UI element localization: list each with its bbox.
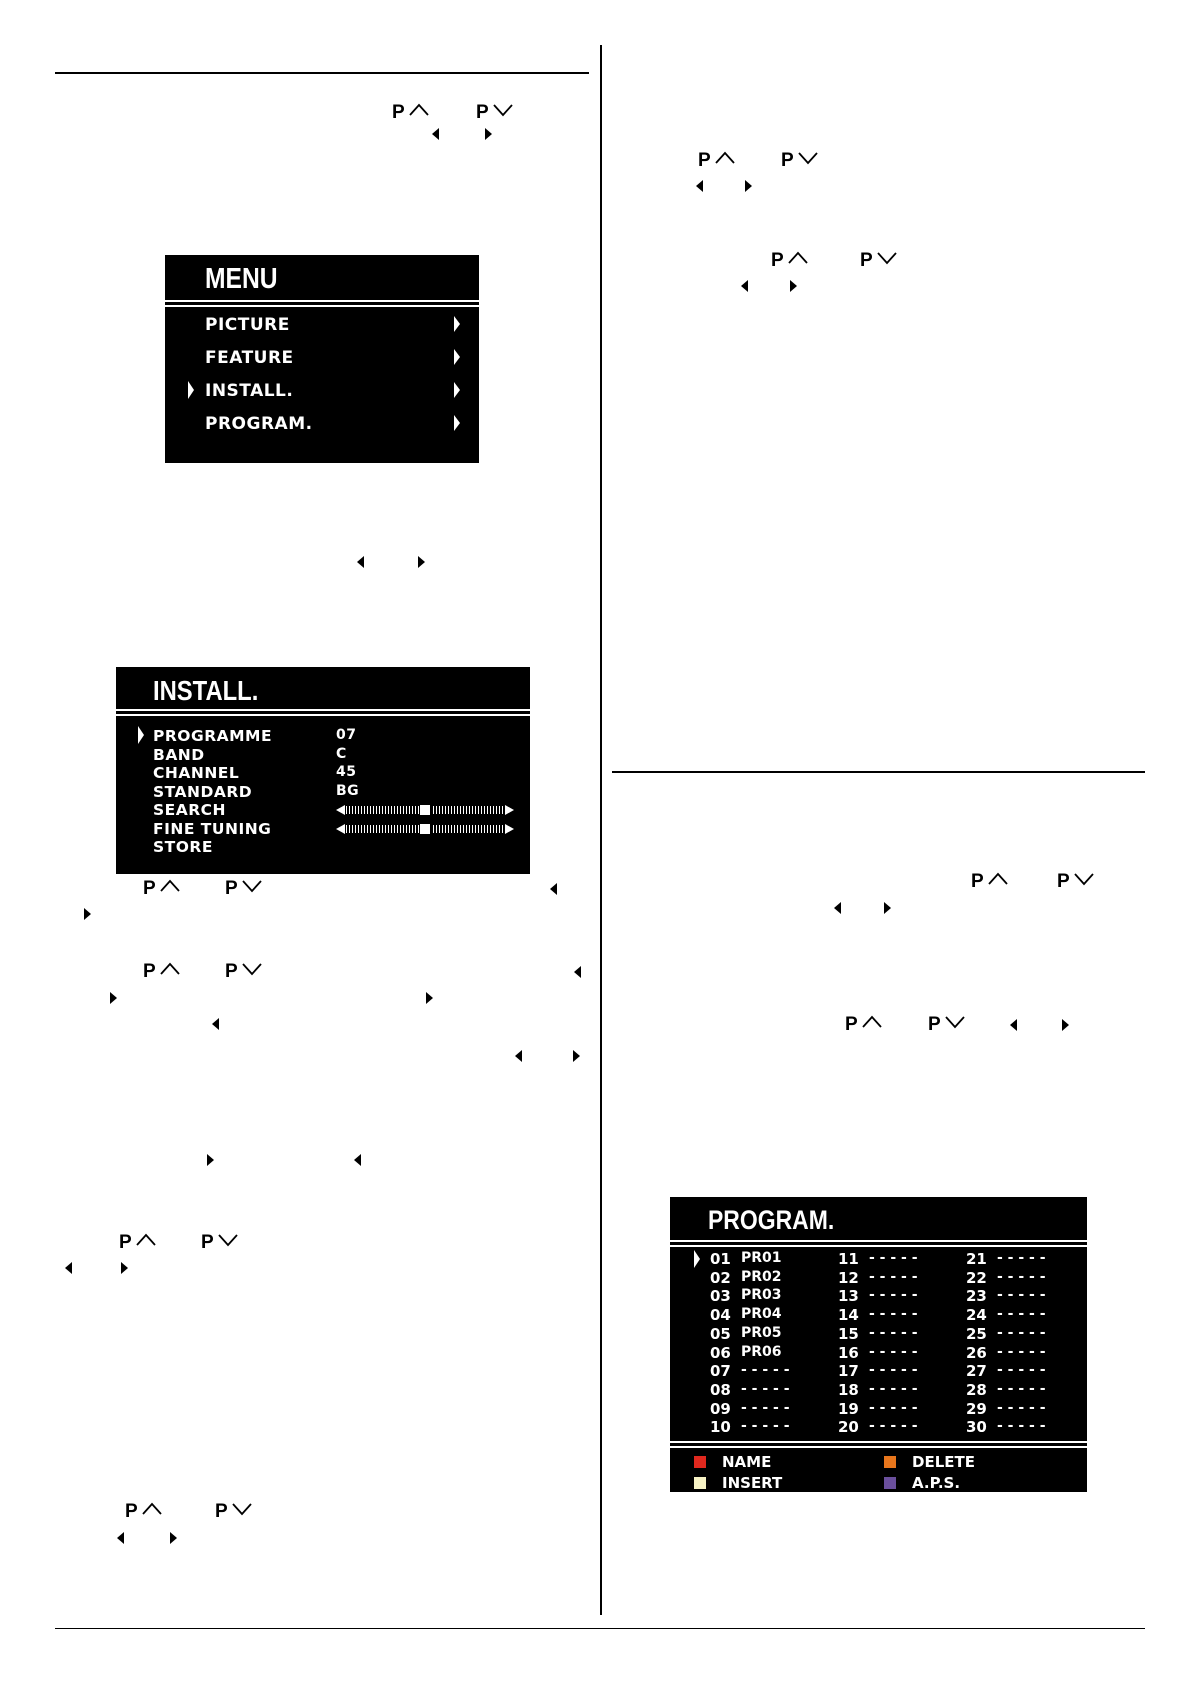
install-row-label[interactable]: CHANNEL [153, 764, 240, 782]
install-row-value: BG [336, 782, 360, 799]
install-title: INSTALL. [153, 675, 259, 706]
program-number[interactable]: 08 [710, 1380, 731, 1399]
arrow-right-icon [426, 985, 433, 1011]
install-row-value: 07 [336, 727, 357, 743]
arrow-left-icon [1010, 1012, 1017, 1038]
arrow-right-icon [573, 1043, 580, 1069]
chevron-down-icon [493, 102, 513, 124]
legend-color-key-aps [884, 1477, 896, 1489]
p-letter: P [698, 150, 711, 171]
install-row-value: 45 [336, 764, 357, 780]
chevron-down-icon [877, 250, 897, 272]
search-slider[interactable] [336, 805, 514, 815]
program-name[interactable]: - - - - - [741, 1418, 790, 1435]
p-letter: P [143, 878, 156, 899]
left-section-top-rule [55, 72, 589, 74]
arrow-left-icon [515, 1043, 522, 1069]
p-up-button-glyph [143, 959, 180, 985]
program-number[interactable]: 10 [710, 1418, 731, 1437]
submenu-arrow-icon [454, 382, 460, 398]
program-number[interactable]: 11 [838, 1250, 859, 1268]
arrow-right-icon [790, 273, 797, 299]
legend-color-key-name [694, 1456, 706, 1468]
legend-label-delete[interactable]: DELETE [912, 1453, 975, 1471]
program-name[interactable]: - - - - - [869, 1268, 918, 1285]
chevron-up-icon [988, 871, 1008, 893]
chevron-up-icon [788, 250, 808, 272]
slider-knob[interactable] [419, 823, 431, 835]
selection-cursor-icon [694, 1250, 700, 1268]
p-letter: P [476, 102, 489, 123]
p-letter: P [771, 250, 784, 271]
p-up-button-glyph [845, 1012, 882, 1038]
p-down-button-glyph [225, 876, 262, 902]
menu-title-divider [165, 300, 479, 307]
p-letter: P [845, 1014, 858, 1035]
program-name[interactable]: - - - - - [997, 1380, 1046, 1397]
chevron-down-icon [218, 1232, 238, 1254]
install-osd-screen [116, 667, 530, 874]
program-name[interactable]: - - - - - [997, 1306, 1046, 1323]
program-number[interactable]: 26 [966, 1343, 987, 1362]
arrow-left-icon [574, 959, 581, 985]
arrow-right-icon [207, 1147, 214, 1173]
program-name[interactable]: - - - - - [997, 1343, 1046, 1360]
program-name[interactable]: - - - - - [869, 1306, 918, 1323]
install-row-label[interactable]: STORE [153, 838, 213, 856]
program-number[interactable]: 09 [710, 1399, 731, 1418]
chevron-down-icon [798, 150, 818, 172]
chevron-up-icon [409, 102, 429, 124]
install-row-label[interactable]: SEARCH [153, 801, 227, 819]
program-osd-screen [670, 1197, 1087, 1492]
program-title: PROGRAM. [708, 1205, 835, 1235]
legend-label-name[interactable]: NAME [722, 1453, 772, 1471]
arrow-left-icon [212, 1011, 219, 1037]
program-name[interactable]: - - - - - [869, 1250, 918, 1266]
p-up-button-glyph [971, 869, 1008, 895]
program-number[interactable]: 12 [838, 1268, 859, 1287]
program-number[interactable]: 05 [710, 1324, 731, 1343]
program-name[interactable]: - - - - - [869, 1380, 918, 1397]
p-letter: P [225, 961, 238, 982]
chevron-up-icon [862, 1014, 882, 1036]
legend-label-insert[interactable]: INSERT [722, 1474, 783, 1492]
arrow-right-icon [884, 895, 891, 921]
p-letter: P [225, 878, 238, 899]
submenu-arrow-icon [454, 316, 460, 332]
legend-label-aps[interactable]: A.P.S. [912, 1474, 961, 1492]
program-name[interactable]: - - - - - [997, 1268, 1046, 1285]
p-letter: P [201, 1232, 214, 1253]
menu-item-install[interactable]: INSTALL. [205, 381, 294, 401]
arrow-right-icon [170, 1525, 177, 1551]
program-number[interactable]: 27 [966, 1362, 987, 1381]
program-name[interactable]: PR04 [741, 1306, 782, 1323]
program-name[interactable]: - - - - - [997, 1418, 1046, 1435]
arrow-left-icon [432, 121, 439, 147]
submenu-arrow-icon [454, 415, 460, 431]
p-letter: P [1057, 871, 1070, 892]
arrow-left-icon [696, 173, 703, 199]
p-down-button-glyph [860, 248, 897, 274]
program-number[interactable]: 13 [838, 1287, 859, 1306]
program-number[interactable]: 20 [838, 1418, 859, 1437]
arrow-right-icon [110, 985, 117, 1011]
program-name[interactable]: - - - - - [869, 1399, 918, 1416]
arrow-right-icon [418, 549, 425, 575]
program-number[interactable]: 14 [838, 1306, 859, 1325]
program-number[interactable]: 15 [838, 1324, 859, 1343]
install-title-divider [116, 709, 530, 716]
install-row-label[interactable]: STANDARD [153, 782, 253, 801]
p-letter: P [392, 102, 405, 123]
selection-cursor-icon [188, 381, 194, 399]
program-name[interactable]: - - - - - [741, 1399, 790, 1416]
chevron-down-icon [945, 1014, 965, 1036]
program-number[interactable]: 07 [710, 1362, 731, 1381]
arrow-left-icon [65, 1255, 72, 1281]
menu-osd-screen [165, 255, 479, 463]
chevron-down-icon [232, 1501, 252, 1523]
p-down-button-glyph [476, 100, 513, 126]
program-name[interactable]: - - - - - [869, 1418, 918, 1435]
arrow-right-icon [1062, 1012, 1069, 1038]
menu-item-program[interactable]: PROGRAM. [205, 414, 313, 434]
arrow-left-icon [357, 549, 364, 575]
arrow-right-icon [84, 901, 91, 927]
p-letter: P [125, 1501, 138, 1522]
program-number[interactable]: 01 [710, 1250, 731, 1268]
install-row-value: C [336, 745, 347, 762]
install-row-label[interactable]: BAND [153, 745, 205, 764]
selection-cursor-icon [138, 726, 144, 744]
p-letter: P [860, 250, 873, 271]
menu-item-feature[interactable]: FEATURE [205, 348, 294, 368]
chevron-down-icon [1074, 871, 1094, 893]
program-name[interactable]: - - - - - [997, 1362, 1046, 1379]
right-section-rule [612, 771, 1145, 773]
program-number[interactable]: 22 [966, 1268, 987, 1287]
install-row-label[interactable]: FINE TUNING [153, 819, 272, 838]
p-down-button-glyph [781, 148, 818, 174]
program-name[interactable]: PR01 [741, 1250, 782, 1266]
chevron-up-icon [160, 961, 180, 983]
p-down-button-glyph [215, 1499, 252, 1525]
program-number[interactable]: 03 [710, 1287, 731, 1306]
p-down-button-glyph [1057, 869, 1094, 895]
p-up-button-glyph [119, 1230, 156, 1256]
legend-color-key-insert [694, 1477, 706, 1489]
program-name[interactable]: - - - - - [997, 1250, 1046, 1266]
p-letter: P [119, 1232, 132, 1253]
program-number[interactable]: 28 [966, 1380, 987, 1399]
program-number[interactable]: 25 [966, 1324, 987, 1343]
program-name[interactable]: - - - - - [997, 1324, 1046, 1341]
program-legend-divider [670, 1441, 1087, 1448]
program-number[interactable]: 21 [966, 1250, 987, 1268]
legend-color-key-delete [884, 1456, 896, 1468]
p-up-button-glyph [392, 100, 429, 126]
program-number[interactable]: 17 [838, 1362, 859, 1381]
program-name[interactable]: - - - - - [869, 1324, 918, 1341]
chevron-down-icon [242, 961, 262, 983]
program-number[interactable]: 29 [966, 1399, 987, 1418]
arrow-left-icon [354, 1147, 361, 1173]
program-name[interactable]: PR06 [741, 1343, 782, 1360]
p-letter: P [781, 150, 794, 171]
chevron-down-icon [242, 878, 262, 900]
program-number[interactable]: 19 [838, 1399, 859, 1418]
program-name[interactable]: - - - - - [869, 1343, 918, 1360]
install-row-label[interactable]: PROGRAMME [153, 727, 273, 745]
arrow-right-icon [745, 173, 752, 199]
submenu-arrow-icon [454, 349, 460, 365]
program-name[interactable]: - - - - - [997, 1399, 1046, 1416]
menu-title: MENU [205, 263, 278, 295]
program-name[interactable]: PR03 [741, 1287, 782, 1304]
p-letter: P [971, 871, 984, 892]
program-name[interactable]: - - - - - [869, 1362, 918, 1379]
p-up-button-glyph [771, 248, 808, 274]
program-number[interactable]: 24 [966, 1306, 987, 1325]
chevron-up-icon [142, 1501, 162, 1523]
arrow-left-icon [117, 1525, 124, 1551]
program-number[interactable]: 18 [838, 1380, 859, 1399]
p-letter: P [928, 1014, 941, 1035]
program-number[interactable]: 16 [838, 1343, 859, 1362]
p-up-button-glyph [698, 148, 735, 174]
column-divider [600, 45, 602, 1615]
arrow-left-icon [741, 273, 748, 299]
chevron-up-icon [715, 150, 735, 172]
program-number[interactable]: 06 [710, 1343, 731, 1362]
slider-knob[interactable] [419, 804, 431, 816]
program-number[interactable]: 04 [710, 1306, 731, 1325]
program-number[interactable]: 23 [966, 1287, 987, 1306]
arrow-left-icon [834, 895, 841, 921]
program-number[interactable]: 30 [966, 1418, 987, 1437]
p-down-button-glyph [928, 1012, 965, 1038]
program-name[interactable]: - - - - - [741, 1380, 790, 1397]
p-up-button-glyph [143, 876, 180, 902]
program-title-divider [670, 1240, 1087, 1247]
p-down-button-glyph [201, 1230, 238, 1256]
arrow-left-icon [550, 876, 557, 902]
program-name[interactable]: PR05 [741, 1324, 782, 1341]
program-name[interactable]: - - - - - [741, 1362, 790, 1379]
program-name[interactable]: PR02 [741, 1268, 782, 1285]
p-up-button-glyph [125, 1499, 162, 1525]
program-name[interactable]: - - - - - [997, 1287, 1046, 1304]
chevron-up-icon [160, 878, 180, 900]
fine-tuning-slider[interactable] [336, 824, 514, 834]
arrow-right-icon [121, 1255, 128, 1281]
program-number[interactable]: 02 [710, 1268, 731, 1287]
chevron-up-icon [136, 1232, 156, 1254]
program-name[interactable]: - - - - - [869, 1287, 918, 1304]
p-letter: P [215, 1501, 228, 1522]
page-bottom-rule [55, 1628, 1145, 1629]
p-down-button-glyph [225, 959, 262, 985]
p-letter: P [143, 961, 156, 982]
menu-item-picture[interactable]: PICTURE [205, 315, 290, 335]
arrow-right-icon [485, 121, 492, 147]
